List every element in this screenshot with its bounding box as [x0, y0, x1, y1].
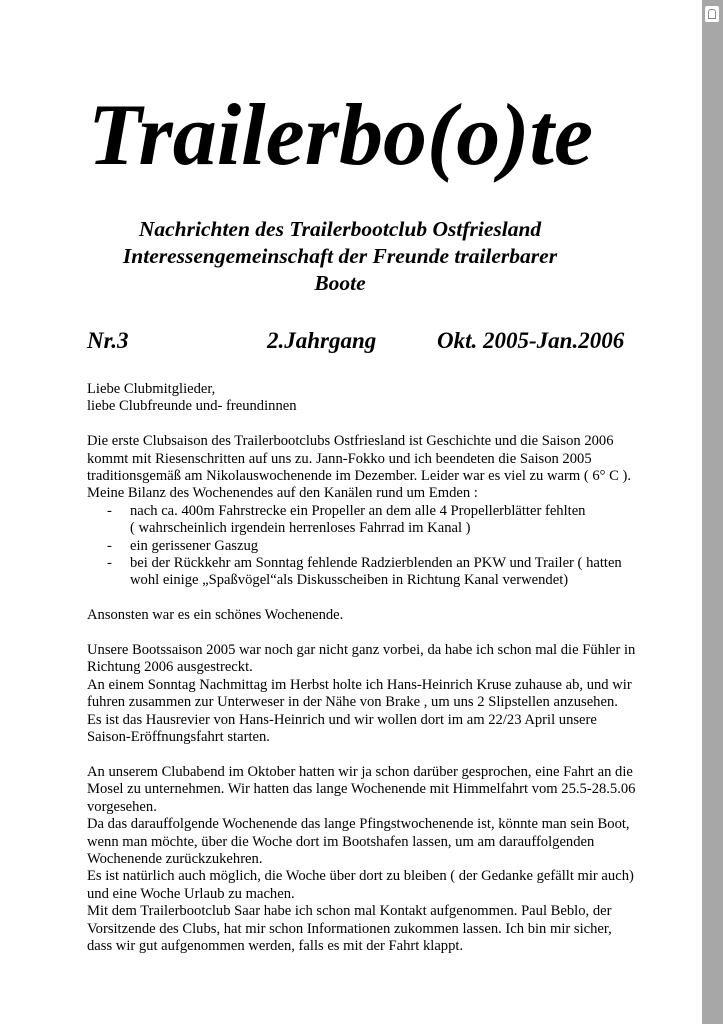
- newsletter-subtitle: [60, 216, 620, 297]
- paragraph-line: Es ist natürlich auch möglich, die Woche über dort zu bleiben ( der Gedanke gefällt mir auch): [87, 868, 634, 885]
- issue-year: 2.Jahrgang: [267, 328, 377, 353]
- paragraph-line: An einem Sonntag Nachmittag im Herbst holte ich Hans-Heinrich Kruse zuhause ab, und wir: [87, 676, 632, 693]
- salutation-line: Liebe Clubmitglieder,: [87, 381, 216, 397]
- paragraph-line: Mosel zu unternehmen. Wir hatten das lange Wochenende mit Himmelfahrt vom 25.5-28.5.06: [87, 781, 636, 798]
- paragraph-line: kommt mit Riesenschritten auf uns zu. Jann-Fokko und ich beendeten die Saison 2005: [87, 450, 592, 467]
- paragraph-line: vorgesehen.: [87, 798, 157, 815]
- list-item-line: bei der Rückkehr am Sonntag fehlende Radzierblenden an PKW und Trailer ( hatten: [130, 555, 622, 572]
- paragraph-line: Unsere Bootssaison 2005 war noch gar nicht ganz vorbei, da habe ich schon mal die Fühler in: [87, 642, 636, 659]
- list-item: - ein gerissener Gaszug: [87, 538, 647, 555]
- mishap-list: [87, 503, 647, 590]
- subtitle-line: Interessengemeinschaft der Freunde trailerbarer: [122, 244, 558, 268]
- issue-number: Nr.3: [87, 328, 129, 353]
- list-item: - nach ca. 400m Fahrstrecke ein Propeller an dem alle 4 Propellerblätter fehlten ( wahrscheinlich irgendein herrenloses Fahrrad im Kanal ): [87, 503, 647, 538]
- paragraph-line: Saison-Eröffnungsfahrt starten.: [87, 729, 270, 746]
- list-item-line: ( wahrscheinlich irgendein herrenloses Fahrrad im Kanal ): [130, 520, 471, 537]
- paragraph-line: Ansonsten war es ein schönes Wochenende.: [87, 607, 344, 624]
- list-item-line: nach ca. 400m Fahrstrecke ein Propeller an dem alle 4 Propellerblätter fehlten: [130, 502, 586, 519]
- paragraph-line: Wochenende zurückzukehren.: [87, 850, 263, 867]
- paragraph-line: Meine Bilanz des Wochenendes auf den Kanälen rund um Emden :: [87, 485, 478, 502]
- converter-side-strip: [702, 0, 723, 1024]
- paragraph-line: Die erste Clubsaison des Trailerbootclubs Ostfriesland ist Geschichte und die Saison 2006: [87, 433, 614, 450]
- paragraph-line: Richtung 2006 ausgestreckt.: [87, 659, 253, 676]
- paragraph-line: An unserem Clubabend im Oktober hatten wir ja schon darüber gesprochen, eine Fahrt an die: [87, 763, 633, 780]
- paragraph-line: dass wir gut aufgenommen werden, falls es mit der Fahrt klappt.: [87, 937, 464, 954]
- pdf-converter-logo-icon: [705, 6, 719, 22]
- subtitle-line: Boote: [314, 271, 366, 295]
- issue-period: Okt. 2005-Jan.2006: [437, 328, 625, 353]
- list-item: - bei der Rückkehr am Sonntag fehlende Radzierblenden an PKW und Trailer ( hatten wohl einige „Spaßvögel“als Diskusscheiben in Richtung Kanal verwendet): [87, 555, 647, 590]
- list-item-line: ein gerissener Gaszug: [130, 537, 259, 554]
- list-item-line: wohl einige „Spaßvögel“als Diskusscheiben in Richtung Kanal verwendet): [130, 572, 569, 589]
- subtitle-line: Nachrichten des Trailerbootclub Ostfriesland: [138, 217, 542, 241]
- paragraph-line: wenn man möchte, über die Woche dort im Bootshafen lassen, um am darauffolgenden: [87, 833, 595, 850]
- paragraph-line: und eine Woche Urlaub zu machen.: [87, 885, 295, 902]
- newsletter-title: Trailerbo(o)te: [88, 87, 594, 184]
- paragraph-line: Es ist das Hausrevier von Hans-Heinrich und wir wollen dort im am 22/23 April unsere: [87, 711, 597, 728]
- paragraph-line: traditionsgemäß am Nikolauswochenende im Dezember. Leider war es viel zu warm ( 6° C ).: [87, 468, 632, 485]
- letter-body: [87, 381, 647, 955]
- salutation-line: liebe Clubfreunde und- freundinnen: [87, 398, 297, 415]
- paragraph-line: Mit dem Trailerbootclub Saar habe ich schon mal Kontakt aufgenommen. Paul Beblo, der: [87, 903, 612, 920]
- paragraph-line: Da das darauffolgende Wochenende das lange Pfingstwochenende ist, könnte man sein Boot,: [87, 816, 630, 833]
- paragraph-line: Vorsitzende des Clubs, hat mir schon Informationen zukommen lassen. Ich bin mir sicher,: [87, 920, 612, 937]
- paragraph-line: fuhren zusammen zur Unterweser in der Nähe von Brake , um uns 2 Slipstellen anzusehen.: [87, 694, 618, 711]
